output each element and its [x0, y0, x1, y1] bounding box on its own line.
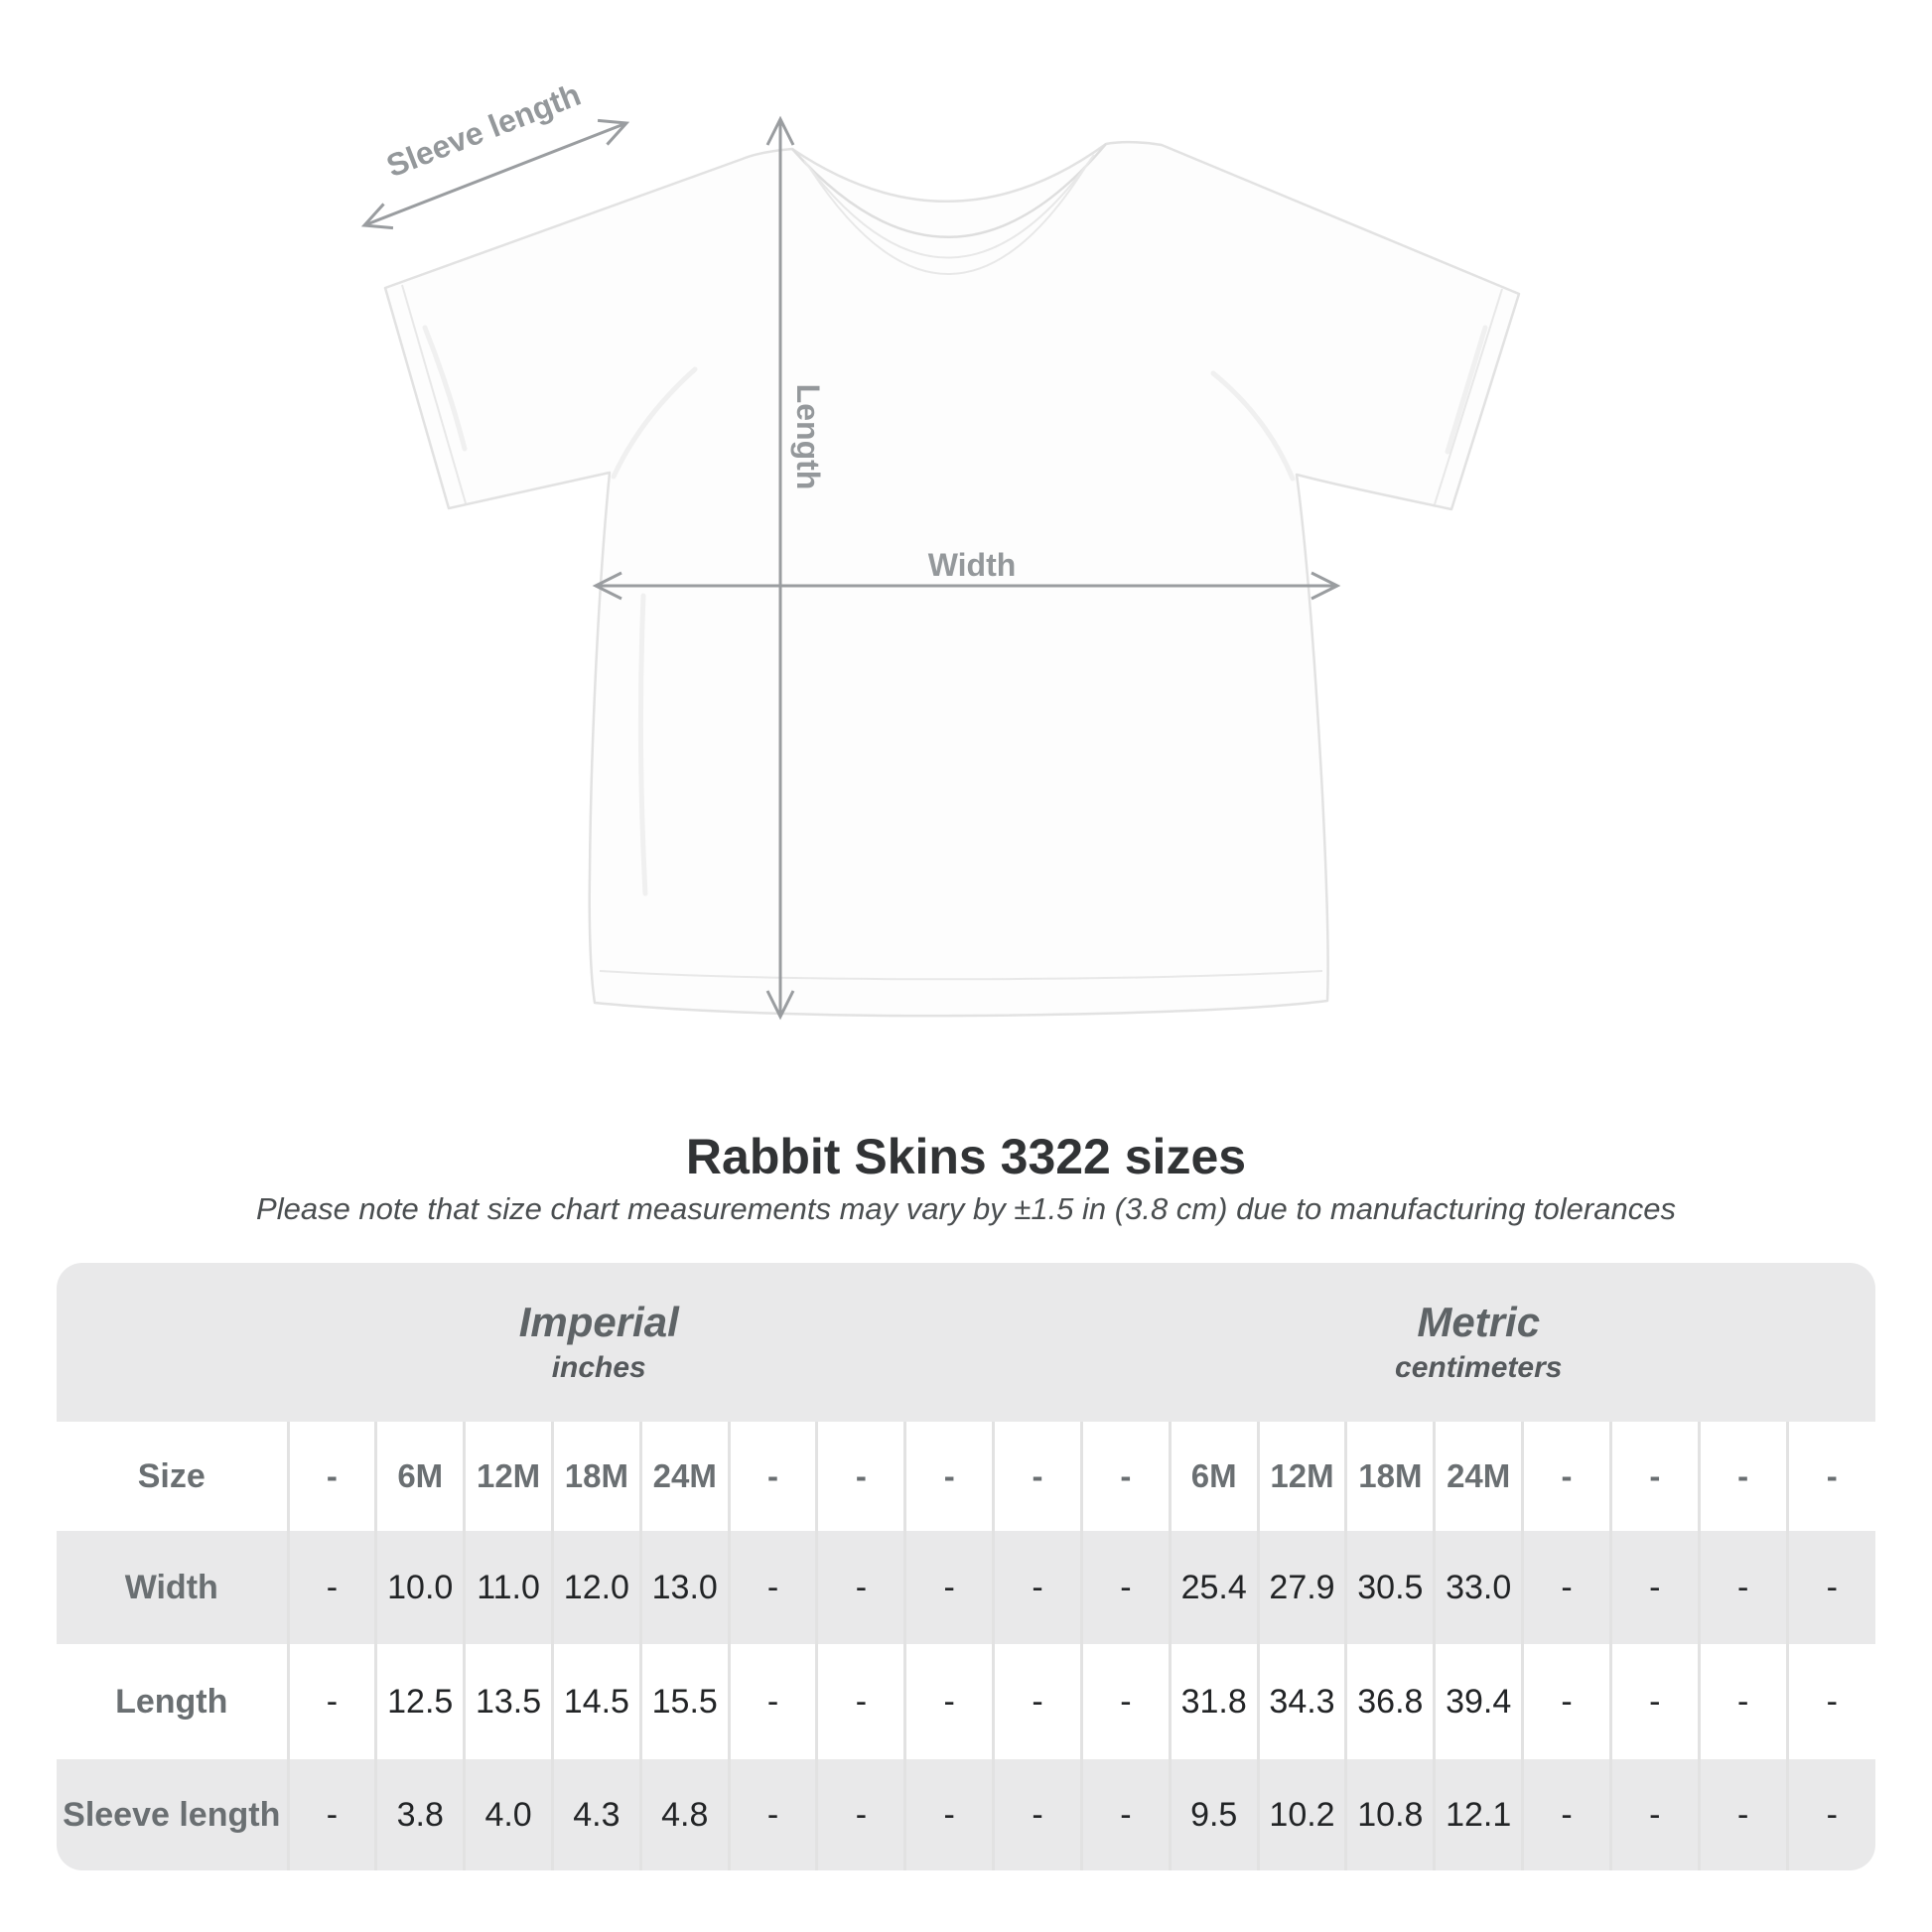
sleeve-length-row	[57, 1759, 1875, 1870]
value-cell: -	[817, 1531, 905, 1644]
value-cell: 39.4	[1435, 1644, 1523, 1759]
width-arrow-label: Width	[927, 547, 1017, 583]
length-row	[57, 1644, 1875, 1759]
size-col-header: 18M	[552, 1422, 640, 1531]
value-cell: -	[1787, 1644, 1875, 1759]
value-cell: -	[817, 1644, 905, 1759]
value-cell: 12.5	[376, 1644, 465, 1759]
value-cell: -	[1699, 1759, 1787, 1870]
row-label: Size	[57, 1422, 288, 1531]
row-label: Length	[57, 1644, 288, 1759]
value-cell: -	[1523, 1531, 1611, 1644]
value-cell: 30.5	[1346, 1531, 1435, 1644]
value-cell: -	[1081, 1759, 1170, 1870]
page-title: Rabbit Skins 3322 sizes	[685, 1129, 1247, 1184]
value-cell: 36.8	[1346, 1644, 1435, 1759]
value-cell: 4.3	[552, 1759, 640, 1870]
value-cell: -	[1699, 1644, 1787, 1759]
value-cell: -	[1787, 1759, 1875, 1870]
value-cell: -	[994, 1644, 1082, 1759]
metric-group-label: Metric	[1417, 1299, 1541, 1345]
size-col-header: 12M	[465, 1422, 553, 1531]
size-col-header: 24M	[1435, 1422, 1523, 1531]
value-cell: -	[1081, 1531, 1170, 1644]
imperial-group-header	[57, 1263, 1081, 1422]
value-cell: 3.8	[376, 1759, 465, 1870]
value-cell: -	[817, 1759, 905, 1870]
value-cell: -	[1610, 1644, 1699, 1759]
value-cell: 12.0	[552, 1531, 640, 1644]
value-cell: -	[1699, 1531, 1787, 1644]
size-col-header: -	[817, 1422, 905, 1531]
value-cell: -	[288, 1644, 376, 1759]
value-cell: 27.9	[1258, 1531, 1346, 1644]
size-col-header: -	[1610, 1422, 1699, 1531]
value-cell: 10.0	[376, 1531, 465, 1644]
size-col-header: -	[729, 1422, 817, 1531]
value-cell: -	[1523, 1759, 1611, 1870]
size-col-header: -	[905, 1422, 994, 1531]
size-col-header: -	[288, 1422, 376, 1531]
sleeve-length-arrow-label: Sleeve length	[381, 75, 586, 185]
size-col-header: 18M	[1346, 1422, 1435, 1531]
size-col-header: -	[1699, 1422, 1787, 1531]
value-cell: 12.1	[1435, 1759, 1523, 1870]
value-cell: 31.8	[1170, 1644, 1258, 1759]
value-cell: 11.0	[465, 1531, 553, 1644]
size-header-row	[57, 1422, 1875, 1531]
value-cell: -	[729, 1759, 817, 1870]
metric-group-header	[1081, 1263, 1875, 1422]
value-cell: -	[1610, 1531, 1699, 1644]
value-cell: 25.4	[1170, 1531, 1258, 1644]
size-col-header: -	[1787, 1422, 1875, 1531]
size-chart-table	[57, 1263, 1875, 1870]
value-cell: 14.5	[552, 1644, 640, 1759]
size-col-header: -	[1523, 1422, 1611, 1531]
value-cell: -	[729, 1644, 817, 1759]
value-cell: -	[1787, 1531, 1875, 1644]
value-cell: 33.0	[1435, 1531, 1523, 1644]
value-cell: -	[1081, 1644, 1170, 1759]
value-cell: 10.8	[1346, 1759, 1435, 1870]
size-col-header: 12M	[1258, 1422, 1346, 1531]
width-row	[57, 1531, 1875, 1644]
value-cell: 4.0	[465, 1759, 553, 1870]
value-cell: -	[994, 1531, 1082, 1644]
row-label: Width	[57, 1531, 288, 1644]
value-cell: 15.5	[640, 1644, 729, 1759]
size-col-header: -	[1081, 1422, 1170, 1531]
value-cell: -	[994, 1759, 1082, 1870]
value-cell: -	[288, 1531, 376, 1644]
value-cell: -	[905, 1531, 994, 1644]
value-cell: -	[729, 1531, 817, 1644]
tolerance-note: Please note that size chart measurements may vary by ±1.5 in (3.8 cm) due to manufacturing tolerances	[256, 1191, 1676, 1226]
value-cell: -	[905, 1644, 994, 1759]
value-cell: 9.5	[1170, 1759, 1258, 1870]
size-col-header: -	[994, 1422, 1082, 1531]
value-cell: -	[288, 1759, 376, 1870]
unit-group-header-row	[57, 1263, 1875, 1422]
value-cell: 13.5	[465, 1644, 553, 1759]
size-col-header: 24M	[640, 1422, 729, 1531]
length-arrow-label: Length	[790, 383, 826, 490]
value-cell: 34.3	[1258, 1644, 1346, 1759]
value-cell: 4.8	[640, 1759, 729, 1870]
size-col-header: 6M	[1170, 1422, 1258, 1531]
value-cell: -	[905, 1759, 994, 1870]
value-cell: -	[1523, 1644, 1611, 1759]
row-label: Sleeve length	[57, 1759, 288, 1870]
metric-unit-label: centimeters	[1395, 1351, 1563, 1384]
value-cell: -	[1610, 1759, 1699, 1870]
value-cell: 10.2	[1258, 1759, 1346, 1870]
value-cell: 13.0	[640, 1531, 729, 1644]
size-col-header: 6M	[376, 1422, 465, 1531]
imperial-group-label: Imperial	[518, 1299, 679, 1345]
imperial-unit-label: inches	[551, 1351, 646, 1384]
